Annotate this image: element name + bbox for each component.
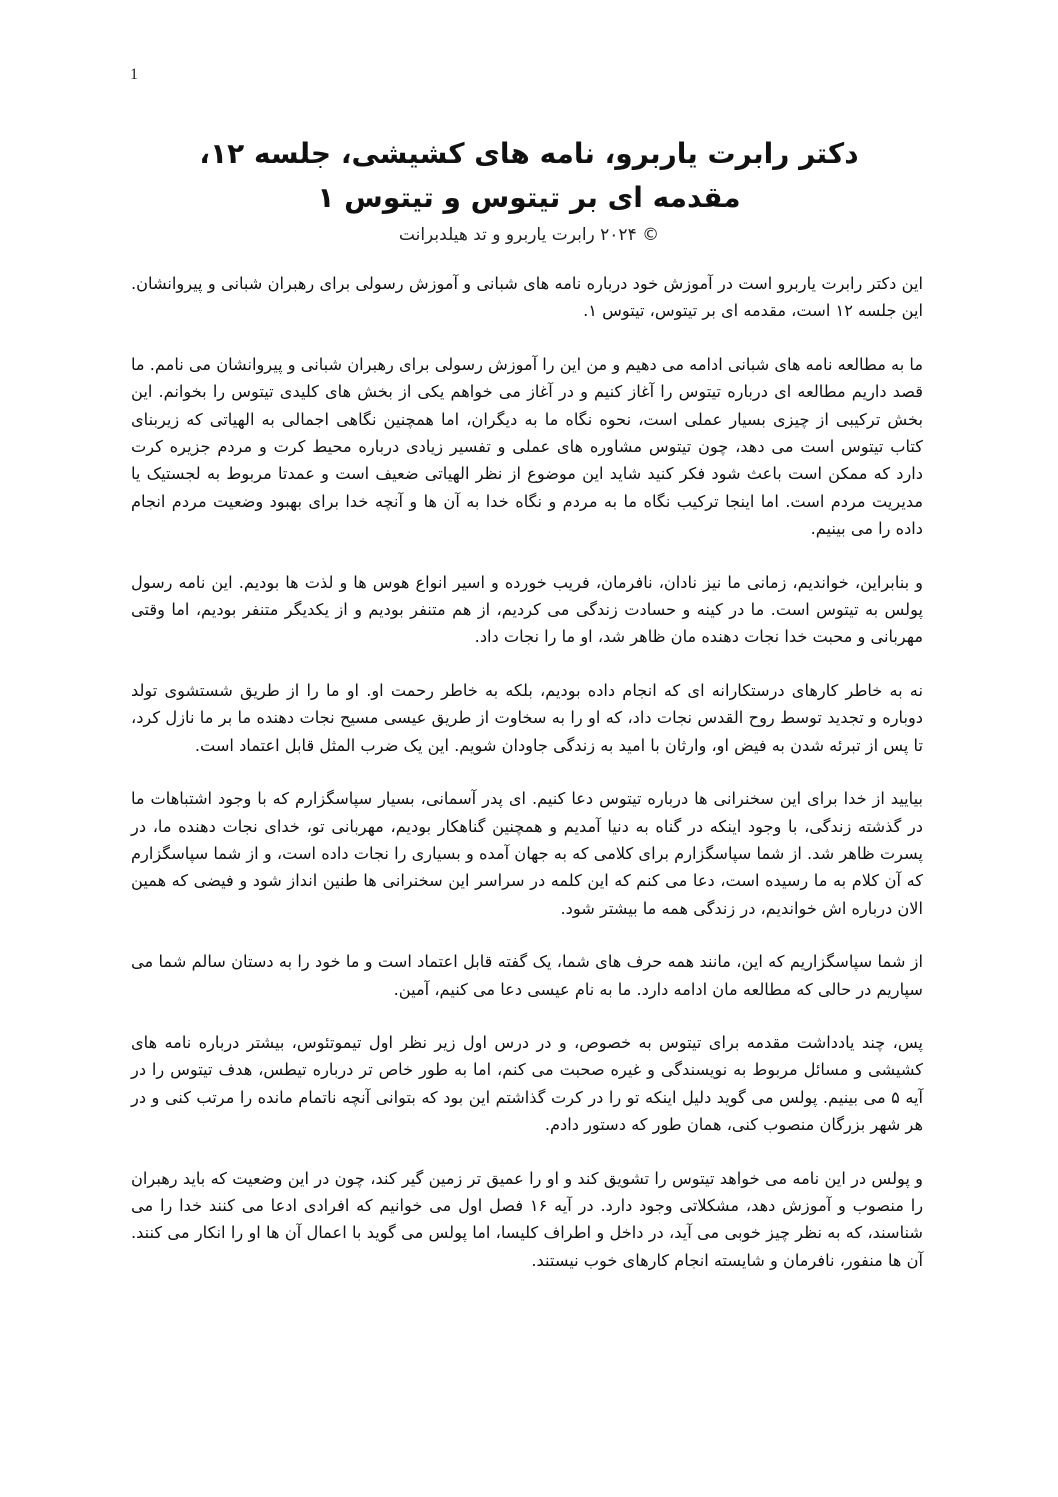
page-title-line-1: دکتر رابرت یاربرو، نامه های کشیشی، جلسه ۱۲، <box>199 137 859 170</box>
document-body <box>131 270 923 1300</box>
paragraph-3: و بنابراین، خواندیم، زمانی ما نیز نادان، نافرمان، فریب خورده و اسیر انواع هوس ها و لذت ها بودیم. این نامه رسول پولس به تیتوس است. ما در کینه و حسادت زندگی می کردیم، از هم متنفر بودیم و از یکدیگر متنفر بودیم، اما وقتی مهربانی و محبت خدا نجات دهنده مان ظاهر شد، او ما را نجات داد. <box>131 572 923 647</box>
paragraph-8: و پولس در این نامه می خواهد تیتوس را تشویق کند و او را عمیق تر زمین گیر کند، چون در این وضعیت که باید رهبران را منصوب و آموزش دهد، مشکلاتی وجود دارد. در آیه ۱۶ فصل اول می خوانیم که افرادی ادعا می کنند خدا را می شناسند، که به نظر چیز خوبی می آید، در داخل و اطراف کلیسا، اما پولس می گوید با اعمال آن ها او را انکار می کنند. آن ها منفور، نافرمان و شایسته انجام کارهای خوب نیستند. <box>131 1168 924 1270</box>
copyright-line: © ۲۰۲۴ رابرت یاربرو و تد هیلدبرانت <box>398 225 660 245</box>
paragraph-4: نه به خاطر کارهای درستکارانه ای که انجام داده بودیم، بلکه به خاطر رحمت او. او ما را از طریق شستشوی تولد دوباره و تجدید توسط روح القدس نجات داد، که او را به سخاوت از طریق عیسی مسیح نجات دهنده ما بر ما نازل کرد، تا پس از تبرئه شدن به فیض او، وارثان با امید به زندگی جاودان شویم. این یک ضرب المثل قابل اعتماد است. <box>131 680 923 755</box>
title-block <box>120 132 938 248</box>
paragraph-5: بیایید از خدا برای این سخنرانی ها درباره تیتوس دعا کنیم. ای پدر آسمانی، بسیار سپاسگزارم که با وجود اشتباهات ما در گذشته زندگی، با وجود اینکه در گناه به دنیا آمدیم و همچنین گناهکار بودیم، مهربانی تو، خدای نجات دهنده ما، در پسرت ظاهر شد. از شما سپاسگزارم برای کلامی که به جهان آمده و بسیاری را نجات داده است، و از شما سپاسگزارم که آن کلام به ما رسیده است، دعا می کنم که این کلمه در سراسر این سخنرانی ها طنین انداز شود و فیضی که همین الان درباره اش خواندیم، در زندگی همه ما بیشتر شود. <box>131 789 923 918</box>
paragraph-6: از شما سپاسگزاریم که این، مانند همه حرف های شما، یک گفته قابل اعتماد است و ما خود را به دستان سالم شما می سپاریم در حالی که مطالعه مان ادامه دارد. ما به نام عیسی دعا می کنیم، آمین. <box>131 952 923 999</box>
paragraph-1: این دکتر رابرت یاربرو است در آموزش خود درباره نامه های شبانی و آموزش رسولی برای رهبران شبانی و پیروانشان. این جلسه ۱۲ است، مقدمه ای بر تیتوس، تیتوس ۱. <box>131 274 923 321</box>
paragraph-2: ما به مطالعه نامه های شبانی ادامه می دهیم و من این را آموزش رسولی برای رهبران شبانی و پیروانشان می نامم. ما قصد داریم مطالعه ای درباره تیتوس را آغاز کنیم و در آغاز می خواهم یکی از بخش های کلیدی تیتوس را بخوانم. این بخش ترکیبی از چیزی بسیار عملی است، نحوه نگاه ما به دیگران، اما همچنین نگاهی اجمالی به الهیاتی که زیربنای کتاب تیتوس است می دهد، چون تیتوس مشاوره های عملی و تفسیر زیادی درباره محیط کرت و مردم جزیره کرت دارد که ممکن است باعث شود فکر کنید شاید این موضوع از نظر الهیاتی ضعیف است و عمدتا مربوط به لجستیک یا مدیریت مردم است. اما اینجا ترکیب نگاه ما به مردم و نگاه خدا به آن ها و آنچه خدا برای بهبود وضعیت مردم انجام داده را می بینیم. <box>131 354 923 539</box>
page-number: 1 <box>130 66 138 83</box>
paragraph-7: پس، چند یادداشت مقدمه برای تیتوس به خصوص، و در درس اول زیر نظر اول تیموتئوس، بیشتر درباره نامه های کشیشی و مسائل مربوط به نویسندگی و غیره صحبت می کنم، اما به طور خاص تر درباره تیطس، هدف تیتوس را در آیه ۵ می بینیم. پولس می گوید دلیل اینکه تو را در کرت گذاشتم این بود که بتوانی آنچه ناتمام مانده را مرتب کنی و در هر شهر بزرگان منصوب کنی، همان طور که دستور دادم. <box>131 1032 924 1135</box>
page-title-line-2: مقدمه ای بر تیتوس و تیتوس ۱ <box>317 181 741 214</box>
